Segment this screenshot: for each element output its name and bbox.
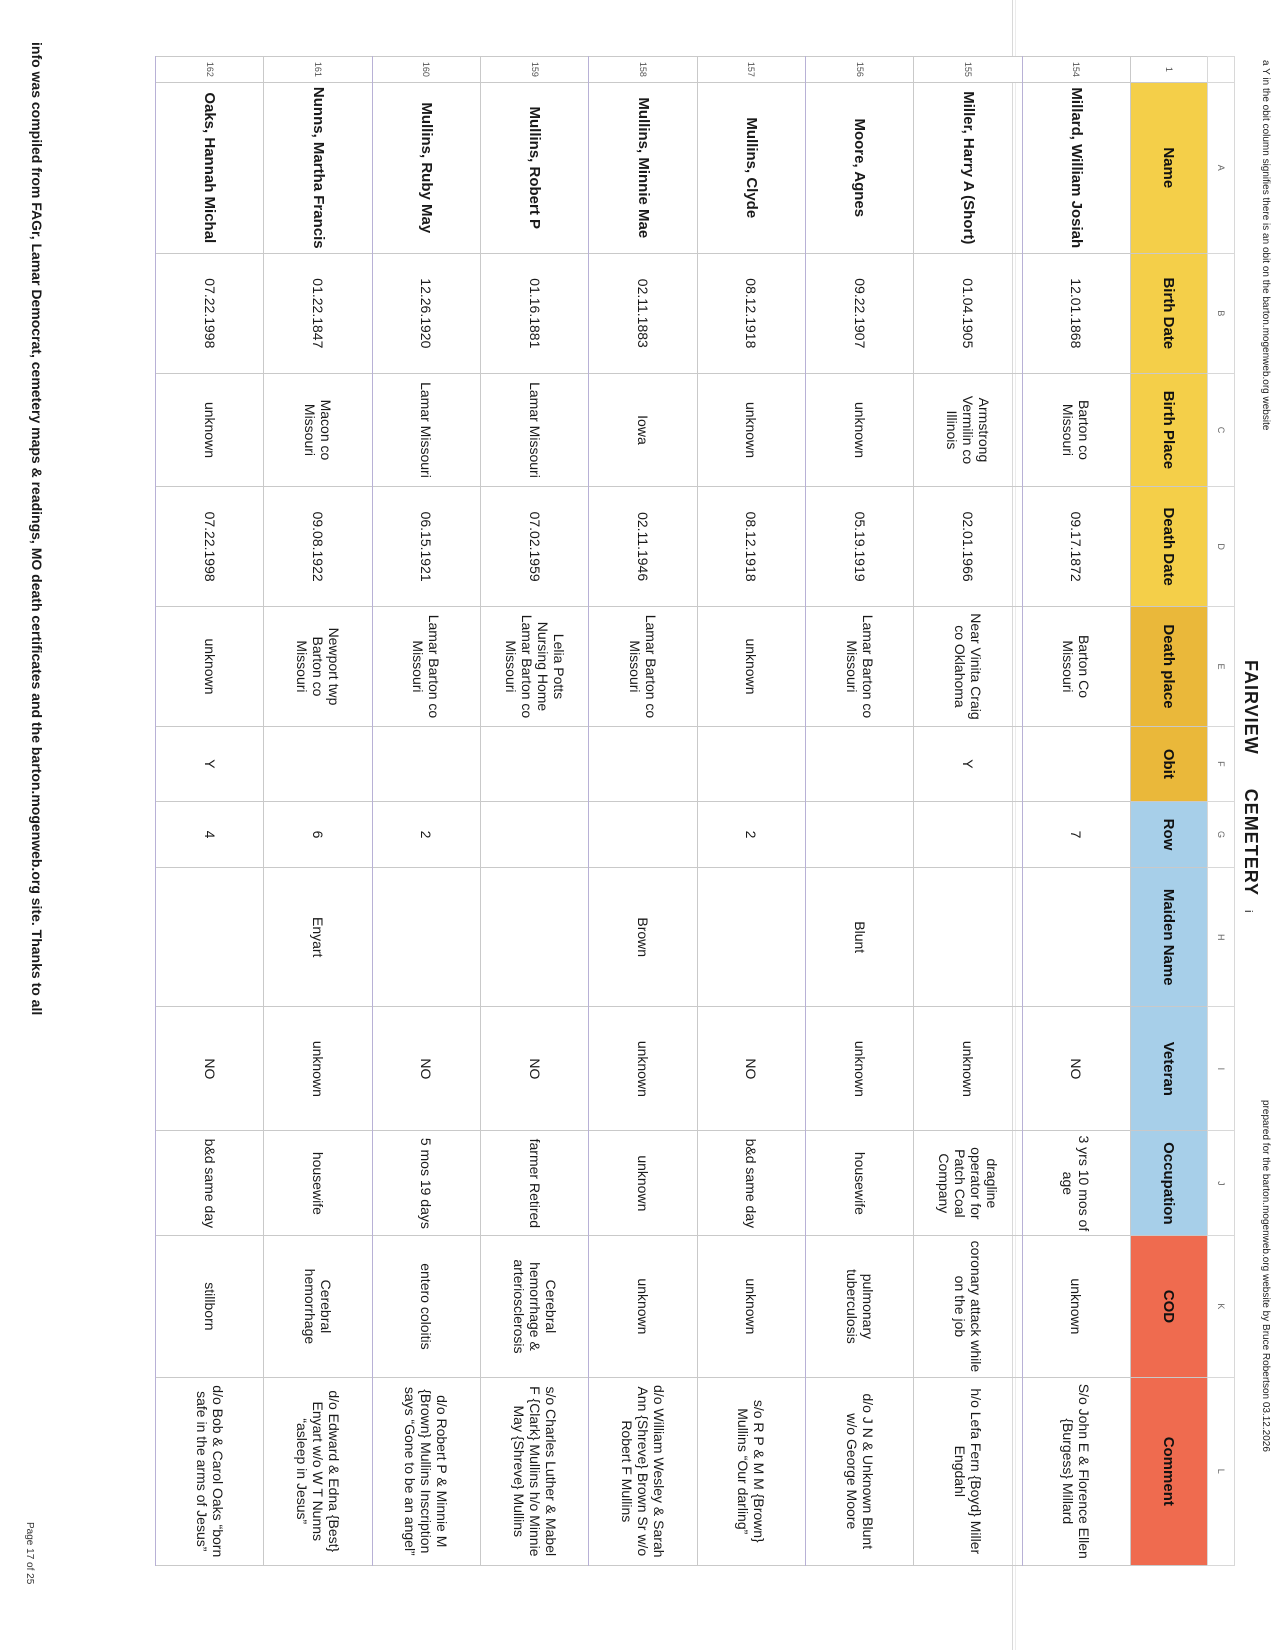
cell-death-date: 05.19.1919	[806, 487, 914, 607]
cell-obit	[589, 726, 697, 801]
cell-birth-place: unknown	[156, 373, 264, 486]
column-letter: D	[1208, 487, 1235, 607]
cell-obit	[806, 726, 914, 801]
cell-comment: d/o Robert P & Minnie M {Brown} Mullins Inscription says “Gone to be an angel”	[372, 1377, 480, 1565]
page-number: Page 17 of 25	[24, 1522, 35, 1585]
cell-birth-place: Macon co Missouri	[264, 373, 372, 486]
column-letter: E	[1208, 607, 1235, 727]
cell-row	[589, 801, 697, 867]
header-cod: COD	[1131, 1236, 1208, 1377]
cell-cod: unknown	[589, 1236, 697, 1377]
cell-death-place: Barton Co Missouri	[1022, 607, 1130, 727]
column-letter: C	[1208, 373, 1235, 486]
cell-obit	[481, 726, 589, 801]
cell-name: Oaks, Hannah Michal	[156, 82, 264, 253]
cell-death-date: 06.15.1921	[372, 487, 480, 607]
cell-cod: stillborn	[156, 1236, 264, 1377]
header-death-place: Death place	[1131, 607, 1208, 727]
cell-birth-place: Lamar Missouri	[372, 373, 480, 486]
row-number: 155	[914, 57, 1022, 83]
cell-veteran: NO	[372, 1007, 480, 1131]
cell-maiden-name: Enyart	[264, 868, 372, 1007]
cell-cod: Cerebral hemorrhage & arteriosclerosis	[481, 1236, 589, 1377]
cell-birth-date: 08.12.1918	[697, 253, 805, 373]
cell-occupation: housewife	[806, 1131, 914, 1236]
cell-maiden-name: Brown	[589, 868, 697, 1007]
column-letter: J	[1208, 1131, 1235, 1236]
row-number: 157	[697, 57, 805, 83]
cell-maiden-name	[156, 868, 264, 1007]
cell-birth-place: unknown	[697, 373, 805, 486]
cell-row	[914, 801, 1022, 867]
cell-birth-date: 01.16.1881	[481, 253, 589, 373]
header-row: Row	[1131, 801, 1208, 867]
cell-row: 4	[156, 801, 264, 867]
cell-maiden-name	[914, 868, 1022, 1007]
header-obit: Obit	[1131, 726, 1208, 801]
cell-cod: pulmonary tuberculosis	[806, 1236, 914, 1377]
cell-row: 6	[264, 801, 372, 867]
cell-occupation: farmer Retired	[481, 1131, 589, 1236]
cell-birth-date: 01.04.1905	[914, 253, 1022, 373]
cell-row: 7	[1022, 801, 1130, 867]
cell-maiden-name	[1022, 868, 1130, 1007]
header-birth-date: Birth Date	[1131, 253, 1208, 373]
cell-occupation: b&d same day	[156, 1131, 264, 1236]
cell-obit	[697, 726, 805, 801]
title-mark: i	[1242, 910, 1254, 913]
cell-obit: Y	[914, 726, 1022, 801]
cell-veteran: unknown	[589, 1007, 697, 1131]
cell-obit	[264, 726, 372, 801]
cell-death-place: Lamar Barton co Missouri	[589, 607, 697, 727]
cell-name: Mullins, Minnie Mae	[589, 82, 697, 253]
header-occupation: Occupation	[1131, 1131, 1208, 1236]
header-birth-place: Birth Place	[1131, 373, 1208, 486]
sources-footer: info was compiled from FAGr, Lamar Democrat, cemetery maps & readings, MO death certificates and the barton.mogenweb.org site. Thanks to all	[29, 42, 45, 1016]
column-letter: I	[1208, 1007, 1235, 1131]
column-letter: H	[1208, 868, 1235, 1007]
cell-veteran: NO	[156, 1007, 264, 1131]
table-row	[1022, 57, 1130, 1566]
cell-birth-place: Lamar Missouri	[481, 373, 589, 486]
cell-obit: Y	[156, 726, 264, 801]
cell-cod: unknown	[697, 1236, 805, 1377]
cell-death-date: 09.17.1872	[1022, 487, 1130, 607]
corner-cell	[1208, 57, 1235, 83]
cell-occupation: 3 yrs 10 mos of age	[1022, 1131, 1130, 1236]
table-row	[806, 57, 914, 1566]
cell-veteran: NO	[1022, 1007, 1130, 1131]
cell-occupation: 5 mos 19 days	[372, 1131, 480, 1236]
table-row	[697, 57, 805, 1566]
cell-name: Millard, William Josiah	[1022, 82, 1130, 253]
title-word-fairview: FAIRVIEW	[1241, 660, 1261, 755]
cell-death-date: 02.11.1946	[589, 487, 697, 607]
cell-comment: s/o R P & M M {Brown} Mullins “Our darling”	[697, 1377, 805, 1565]
cell-maiden-name	[697, 868, 805, 1007]
cell-row: 2	[372, 801, 480, 867]
cell-death-place: unknown	[697, 607, 805, 727]
cell-death-place: Newport twp Barton co Missouri	[264, 607, 372, 727]
cell-death-date: 07.22.1998	[156, 487, 264, 607]
table-row	[589, 57, 697, 1566]
cell-name: Miller, Harry A (Short)	[914, 82, 1022, 253]
cell-obit	[1022, 726, 1130, 801]
cell-row	[481, 801, 589, 867]
row-number: 154	[1022, 57, 1130, 83]
cell-comment: S/o John E & Florence Ellen {Burgess} Millard	[1022, 1377, 1130, 1565]
cell-death-place: unknown	[156, 607, 264, 727]
column-letter: A	[1208, 82, 1235, 253]
column-letter: B	[1208, 253, 1235, 373]
cell-comment: d/o William Wesley & Sarah Ann {Shreve} Brown Sr w/o Robert F Mullins	[589, 1377, 697, 1565]
cell-birth-place: unknown	[806, 373, 914, 486]
cell-comment: d/o Bob & Carol Oaks “born safe in the arms of Jesus”	[156, 1377, 264, 1565]
cell-maiden-name	[372, 868, 480, 1007]
header-veteran: Veteran	[1131, 1007, 1208, 1131]
table-row	[156, 57, 264, 1566]
table-row	[372, 57, 480, 1566]
table-row	[264, 57, 372, 1566]
cell-comment: d/o J N & Unknown Blunt w/o George Moore	[806, 1377, 914, 1565]
cell-birth-date: 02.11.1883	[589, 253, 697, 373]
cell-death-place: Lamar Barton co Missouri	[806, 607, 914, 727]
table-row	[914, 57, 1022, 1566]
cell-occupation: unknown	[589, 1131, 697, 1236]
table-row	[481, 57, 589, 1566]
cell-death-place: Near Vinita Craig co Oklahoma	[914, 607, 1022, 727]
header-name: Name	[1131, 82, 1208, 253]
column-letter-row	[1208, 57, 1235, 1566]
cell-name: Moore, Agnes	[806, 82, 914, 253]
cell-birth-date: 12.01.1868	[1022, 253, 1130, 373]
cell-comment: d/o Edward & Edna {Best} Enyart w/o W T Nunns “asleep in Jesus”	[264, 1377, 372, 1565]
header-death-date: Death Date	[1131, 487, 1208, 607]
column-letter: G	[1208, 801, 1235, 867]
cell-comment: h/o Lefa Fern {Boyd} Miller Engdahl	[914, 1377, 1022, 1565]
cell-occupation: housewife	[264, 1131, 372, 1236]
column-letter: K	[1208, 1236, 1235, 1377]
cell-birth-date: 01.22.1847	[264, 253, 372, 373]
header-maiden-name: Maiden Name	[1131, 868, 1208, 1007]
table-body	[156, 57, 1131, 1566]
column-header-row	[1131, 57, 1208, 1566]
page-title	[1240, 660, 1261, 946]
cell-veteran: unknown	[264, 1007, 372, 1131]
title-word-cemetery: CEMETERY	[1241, 788, 1261, 897]
cell-veteran: unknown	[806, 1007, 914, 1131]
cell-death-date: 09.08.1922	[264, 487, 372, 607]
cell-row: 2	[697, 801, 805, 867]
row-number: 160	[372, 57, 480, 83]
cell-occupation: b&d same day	[697, 1131, 805, 1236]
cell-birth-date: 07.22.1998	[156, 253, 264, 373]
cell-comment: s/o Charles Luther & Mabel F {Clark} Mullins h/o Minnie May {Shreve} Mullins	[481, 1377, 589, 1565]
row-number: 156	[806, 57, 914, 83]
cell-death-date: 07.02.1959	[481, 487, 589, 607]
row-number: 159	[481, 57, 589, 83]
cemetery-table	[155, 56, 1235, 1566]
prepared-by: prepared for the barton.mogenweb.org website by Bruce Robertson 03.12.2026	[1260, 1100, 1271, 1452]
cell-death-date: 08.12.1918	[697, 487, 805, 607]
cell-death-date: 02.01.1966	[914, 487, 1022, 607]
cell-maiden-name: Blunt	[806, 868, 914, 1007]
cell-cod: coronary attack while on the job	[914, 1236, 1022, 1377]
column-letter: F	[1208, 726, 1235, 801]
obit-note: a Y in the obit column signifies there is an obit on the barton.mogenweb.org website	[1260, 60, 1271, 431]
cell-name: Mullins, Ruby May	[372, 82, 480, 253]
cell-birth-place: Armstrong Vermilin co Illinois	[914, 373, 1022, 486]
cell-name: Mullins, Clyde	[697, 82, 805, 253]
cell-occupation: dragline operator for Patch Coal Company	[914, 1131, 1022, 1236]
cell-birth-place: Iowa	[589, 373, 697, 486]
cell-cod: Cerebral hemorrhage	[264, 1236, 372, 1377]
cell-obit	[372, 726, 480, 801]
cell-cod: unknown	[1022, 1236, 1130, 1377]
header-row-number: 1	[1131, 57, 1208, 83]
column-letter: L	[1208, 1377, 1235, 1565]
cell-death-place: Lelia Potts Nursing Home Lamar Barton co Missouri	[481, 607, 589, 727]
row-number: 158	[589, 57, 697, 83]
cell-veteran: NO	[481, 1007, 589, 1131]
row-number: 162	[156, 57, 264, 83]
cell-birth-date: 09.22.1907	[806, 253, 914, 373]
cell-veteran: unknown	[914, 1007, 1022, 1131]
header-comment: Comment	[1131, 1377, 1208, 1565]
row-number: 161	[264, 57, 372, 83]
cell-name: Nunns, Martha Francis	[264, 82, 372, 253]
cell-maiden-name	[481, 868, 589, 1007]
cell-birth-date: 12.26.1920	[372, 253, 480, 373]
cell-veteran: NO	[697, 1007, 805, 1131]
cell-name: Mullins, Robert P	[481, 82, 589, 253]
cell-row	[806, 801, 914, 867]
cell-birth-place: Barton co Missouri	[1022, 373, 1130, 486]
cell-cod: entero coloitis	[372, 1236, 480, 1377]
cell-death-place: Lamar Barton co Missouri	[372, 607, 480, 727]
